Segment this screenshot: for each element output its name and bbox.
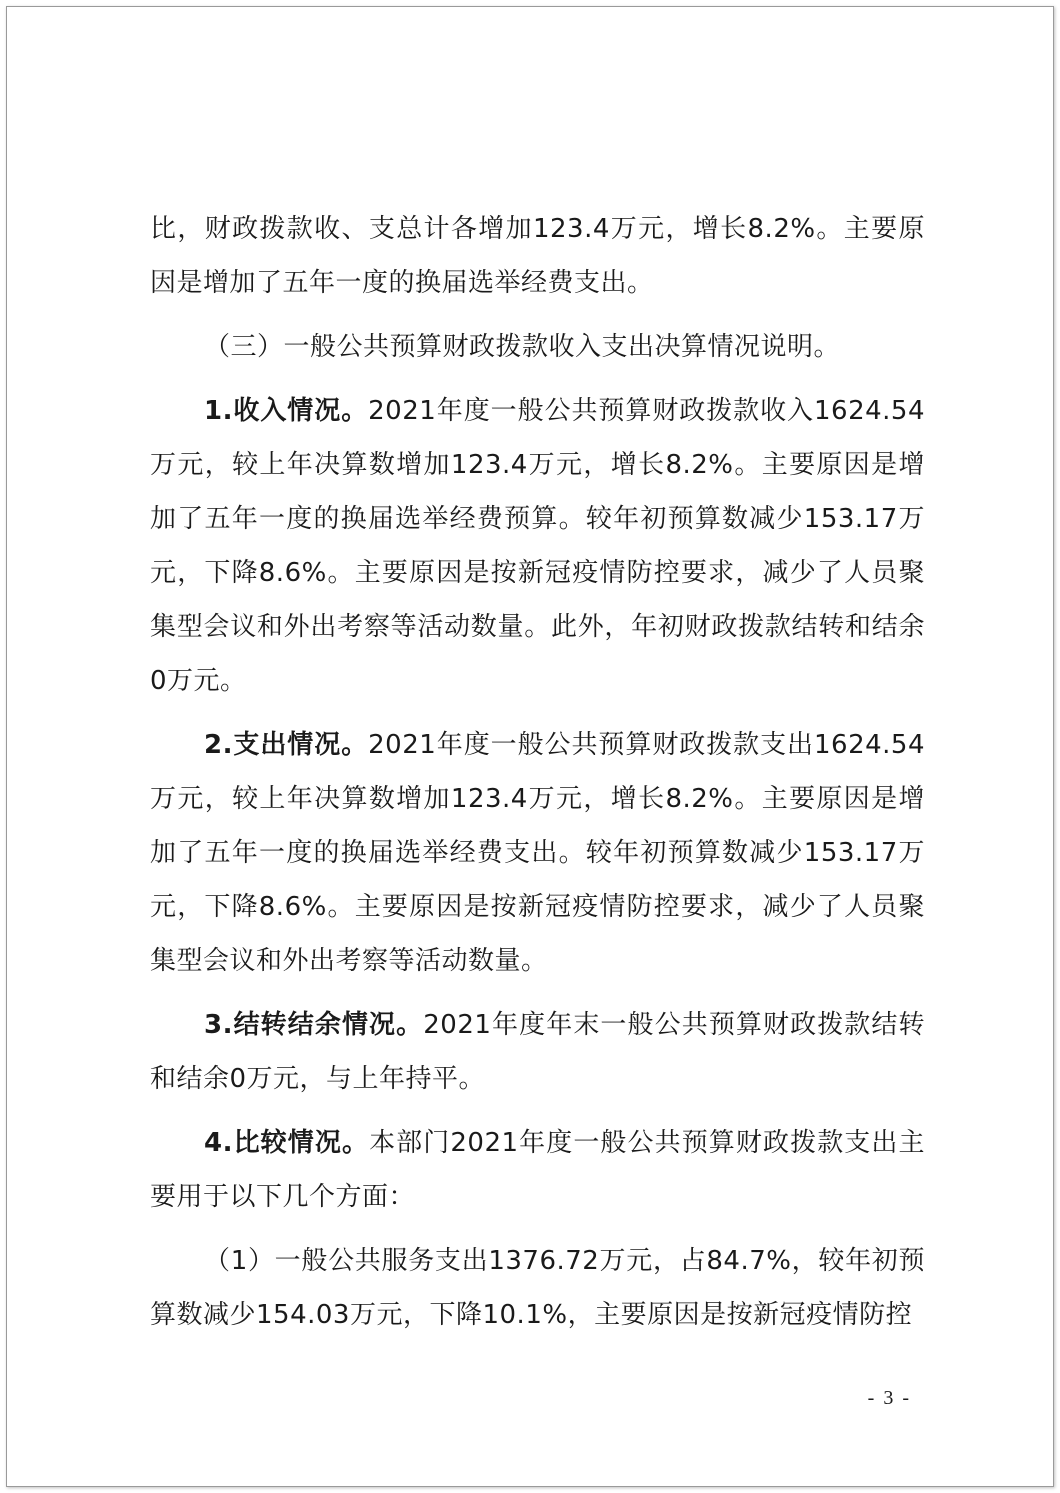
paragraph-text: 2021年度一般公共预算财政拨款支出1624.54万元，较上年决算数增加123.4万元，增长8.2%。主要原因是增加了五年一度的换届选举经费支出。较年初预算数减少153.17万元，下降8.6%。主要原因是按新冠疫情防控要求，减少了人员聚集型会议和外出考察等活动数量。 — [150, 730, 925, 976]
document-body — [150, 202, 925, 1342]
paragraph-text: 2021年度年末一般公共预算财政拨款结转和结余0万元，与上年持平。 — [150, 1010, 926, 1094]
paragraph-income — [150, 384, 925, 708]
paragraph-text: 2021年度一般公共预算财政拨款收入1624.54万元，较上年决算数增加123.4万元，增长8.2%。主要原因是增加了五年一度的换届选举经费预算。较年初预算数减少153.17万元，下降8.6%。主要原因是按新冠疫情防控要求，减少了人员聚集型会议和外出考察等活动数量。此外，年初财政拨款结转和结余0万元。 — [150, 396, 925, 696]
paragraph-lead: 4.比较情况。 — [204, 1128, 370, 1158]
paragraph-lead: 3.结转结余情况。 — [204, 1010, 424, 1040]
document-page — [6, 6, 1054, 1487]
section-heading-text: （三）一般公共预算财政拨款收入支出决算情况说明。 — [204, 332, 841, 362]
paragraph-carryover — [150, 998, 925, 1106]
paragraph-lead: 2.支出情况。 — [204, 730, 369, 760]
paragraph-comparison — [150, 1116, 925, 1224]
section-heading — [150, 320, 925, 374]
paragraph-lead: 1.收入情况。 — [204, 396, 369, 426]
paragraph-public-service — [150, 1234, 925, 1342]
paragraph-continuation — [150, 202, 925, 310]
paragraph-expenditure — [150, 718, 925, 988]
paragraph-text: 本部门2021年度一般公共预算财政拨款支出主要用于以下几个方面： — [150, 1128, 926, 1212]
page-number: - 3 - — [867, 1387, 911, 1409]
paragraph-text: （1）一般公共服务支出1376.72万元，占84.7%，较年初预算数减少154.03万元，下降10.1%，主要原因是按新冠疫情防控 — [150, 1246, 925, 1330]
paragraph-text: 比，财政拨款收、支总计各增加123.4万元，增长8.2%。主要原因是增加了五年一度的换届选举经费支出。 — [150, 214, 925, 298]
